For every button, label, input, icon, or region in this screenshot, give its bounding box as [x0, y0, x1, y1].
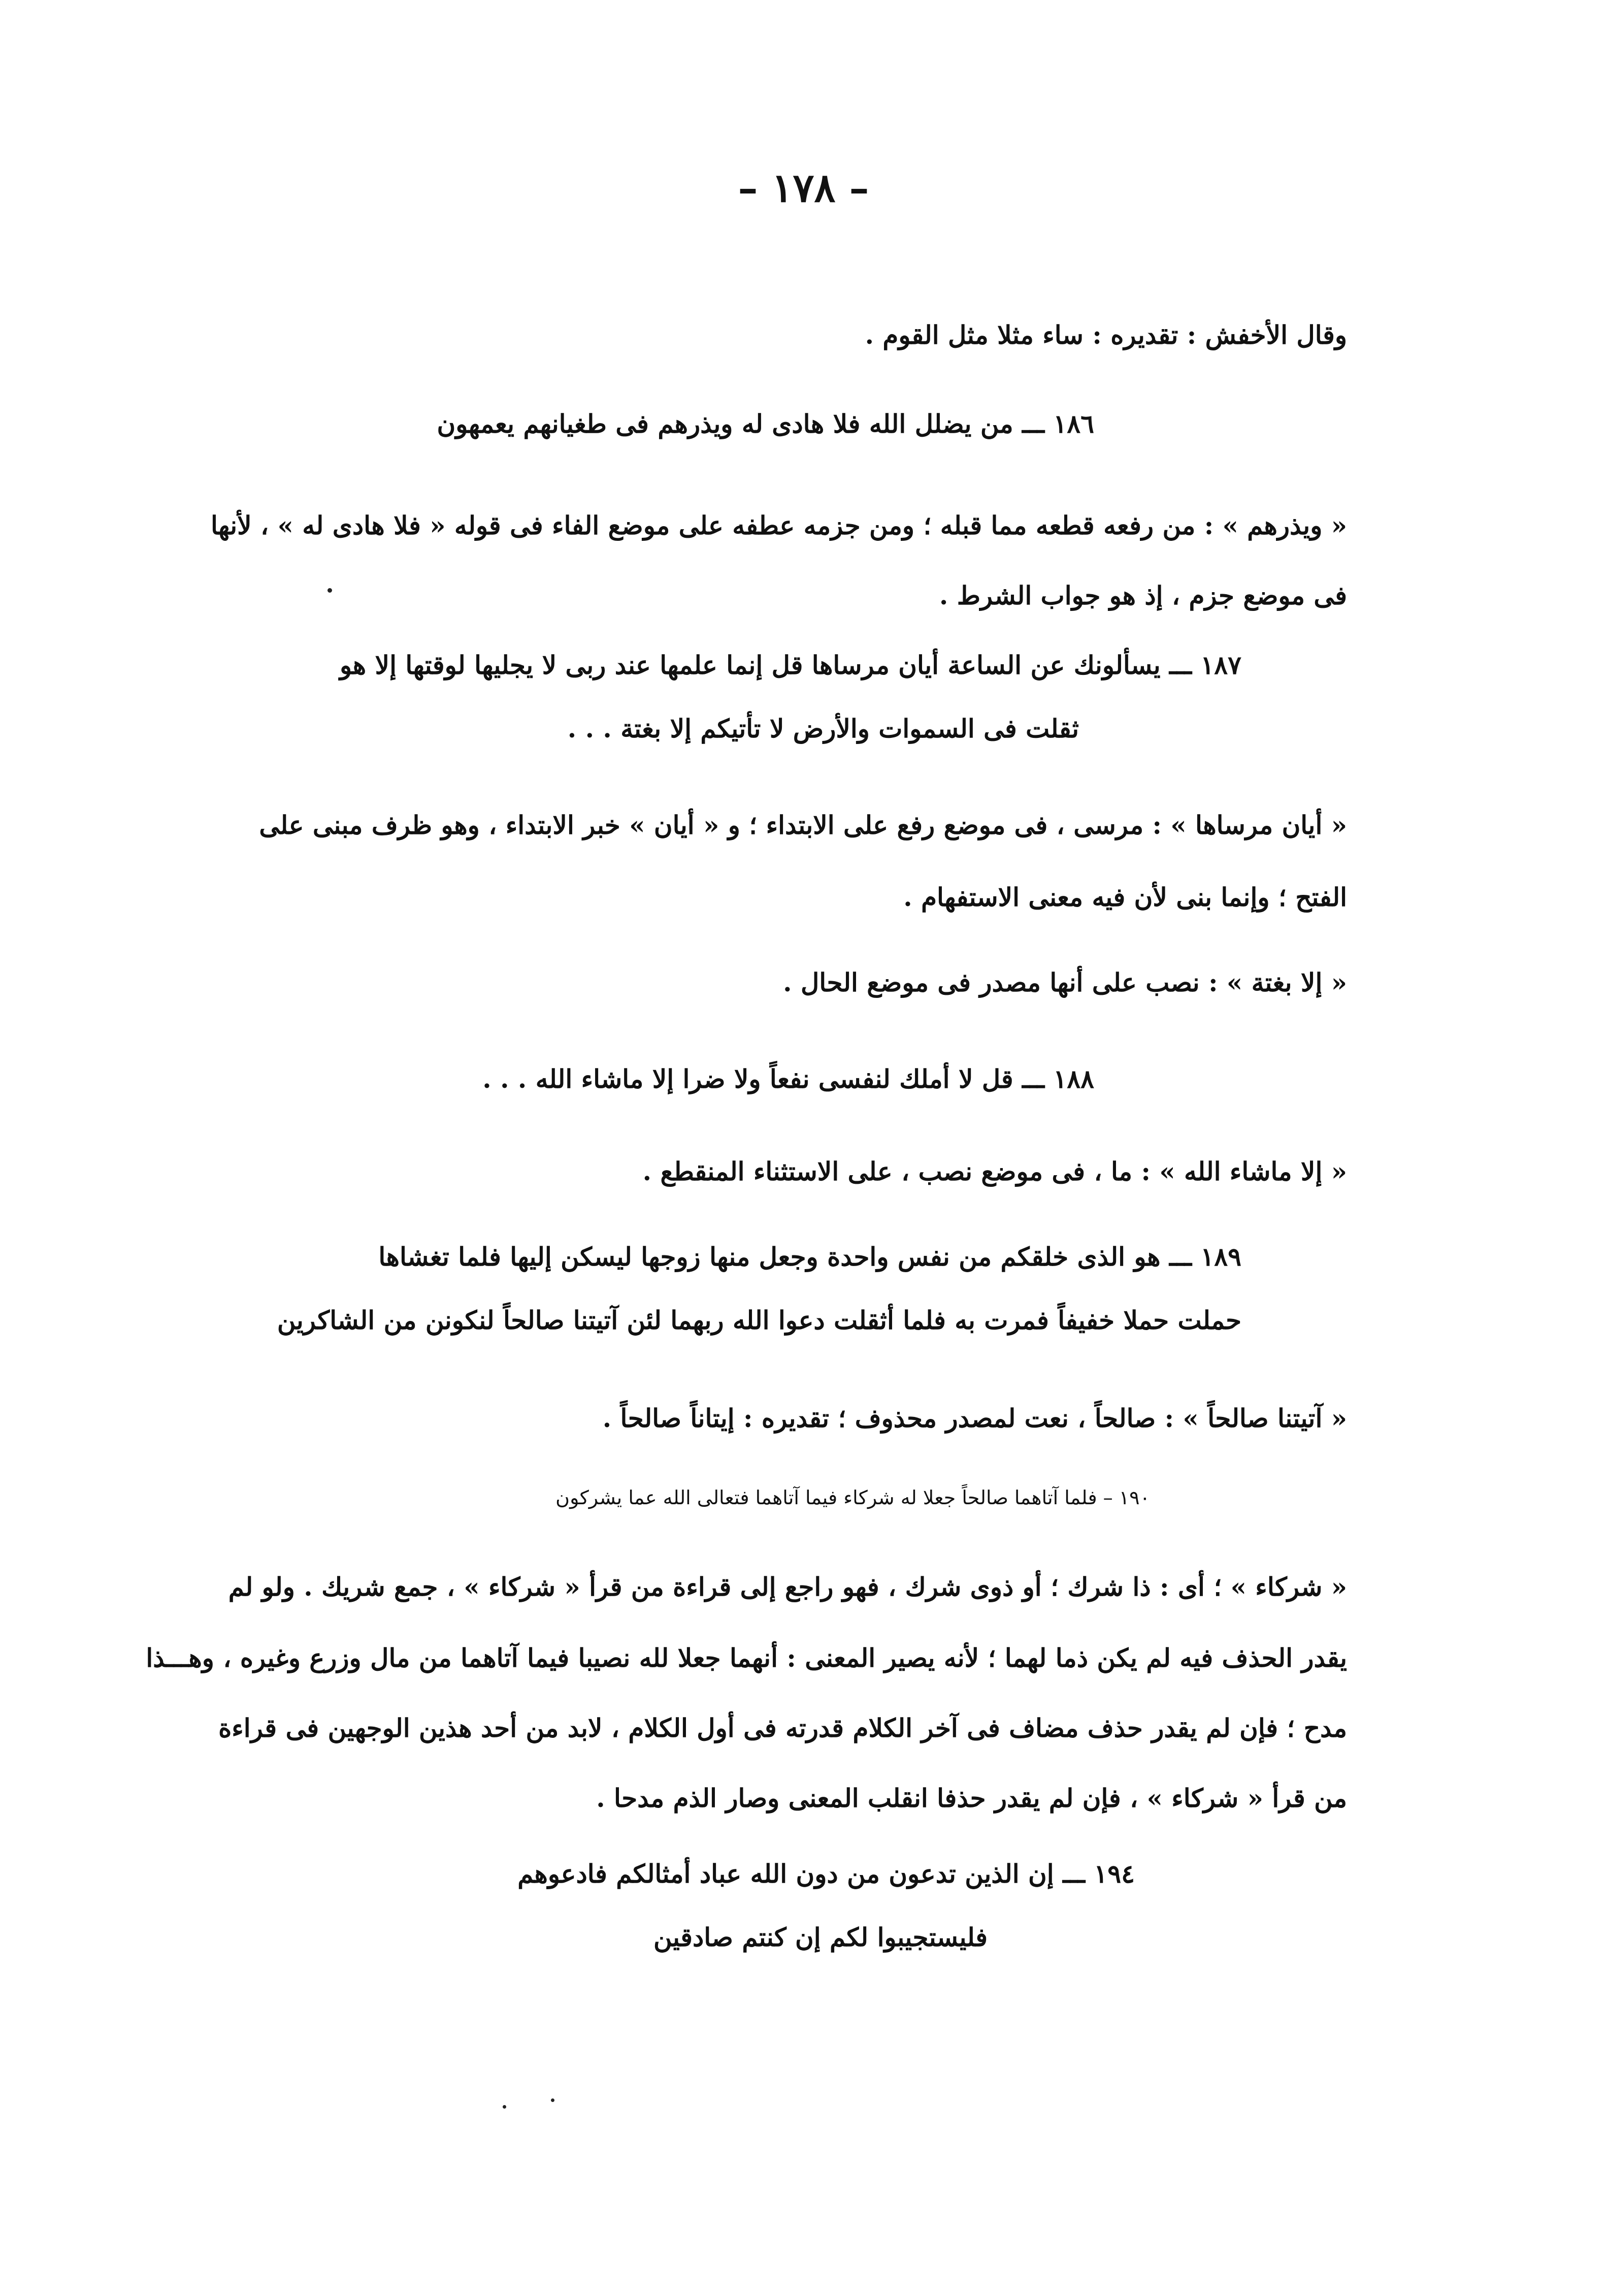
speck-mark	[503, 2105, 506, 2109]
line-04: فى موضع جزم ، إذ هو جواب الشرط .	[939, 580, 1347, 610]
line-19: من قرأ « شركاء » ، فإن لم يقدر حذفا انقلب المعنى وصار الذم مدحا .	[596, 1783, 1347, 1813]
verse-188: ١٨٨ ـــ قل لا أملك لنفسى نفعاً ولا ضرا إلا ماشاء الله . . .	[482, 1064, 1094, 1094]
verse-194-line-2: فليستجيبوا لكم إن كنتم صادقين	[653, 1922, 988, 1952]
line-08: الفتح ؛ وإنما بنى لأن فيه معنى الاستفهام .	[903, 882, 1347, 912]
verse-187-line-2: ثقلت فى السموات والأرض لا تأتيكم إلا بغتة . . .	[567, 714, 1079, 743]
verse-187-line-1: ١٨٧ ـــ يسألونك عن الساعة أيان مرساها قل إنما علمها عند ربى لا يجليها لوقتها إلا هو	[339, 650, 1241, 680]
verse-189-line-2: حملت حملا خفيفاً فمرت به فلما أثقلت دعوا الله ربهما لئن آتيتنا صالحاً لنكونن من الشاكرين	[277, 1305, 1241, 1335]
line-01: وقال الأخفش : تقديره : ساء مثلا مثل القوم .	[865, 320, 1347, 350]
line-07: « أيان مرساها » : مرسى ، فى موضع رفع على الابتداء ؛ و « أيان » خبر الابتداء ، وهو ظرف مبنى على	[259, 810, 1347, 840]
speck-mark	[327, 588, 332, 593]
verse-190: ١٩٠ – فلما آتاهما صالحاً جعلا له شركاء فيما آتاهما فتعالى الله عما يشركون	[555, 1486, 1150, 1509]
line-17: يقدر الحذف فيه لم يكن ذما لهما ؛ لأنه يصير المعنى : أنهما جعلا لله نصيبا فيما آتاهما من مال وزرع وغيره ، وهـــذا	[146, 1643, 1347, 1673]
verse-194-line-1: ١٩٤ ـــ إن الذين تدعون من دون الله عباد أمثالكم فادعوهم	[517, 1859, 1135, 1889]
line-09: « إلا بغتة » : نصب على أنها مصدر فى موضع الحال .	[783, 967, 1347, 997]
line-16: « شركاء » ؛ أى : ذا شرك ؛ أو ذوى شرك ، فهو راجع إلى قراءة من قرأ « شركاء » ، جمع شريك . ولو لم	[228, 1572, 1347, 1602]
line-03: « ويذرهم » : من رفعه قطعه مما قبله ؛ ومن جزمه عطفه على موضع الفاء فى قوله « فلا هادى له » ، لأنها	[210, 510, 1347, 540]
line-18: مدح ؛ فإن لم يقدر حذف مضاف فى آخر الكلام قدرته فى أول الكلام ، لابد من أحد هذين الوجهين فى قراءة	[218, 1713, 1347, 1743]
verse-186: ١٨٦ ـــ من يضلل الله فلا هادى له ويذرهم فى طغيانهم يعمهون	[437, 409, 1094, 439]
page-number: – ١٧٨ –	[738, 165, 869, 211]
verse-189-line-1: ١٨٩ ـــ هو الذى خلقكم من نفس واحدة وجعل منها زوجها ليسكن إليها فلما تغشاها	[378, 1242, 1241, 1272]
line-14: « آتيتنا صالحاً » : صالحاً ، نعت لمصدر محذوف ؛ تقديره : إيتاناً صالحاً .	[602, 1403, 1347, 1433]
line-11: « إلا ماشاء الله » : ما ، فى موضع نصب ، على الاستثناء المنقطع .	[642, 1156, 1347, 1186]
speck-mark	[551, 2098, 554, 2102]
